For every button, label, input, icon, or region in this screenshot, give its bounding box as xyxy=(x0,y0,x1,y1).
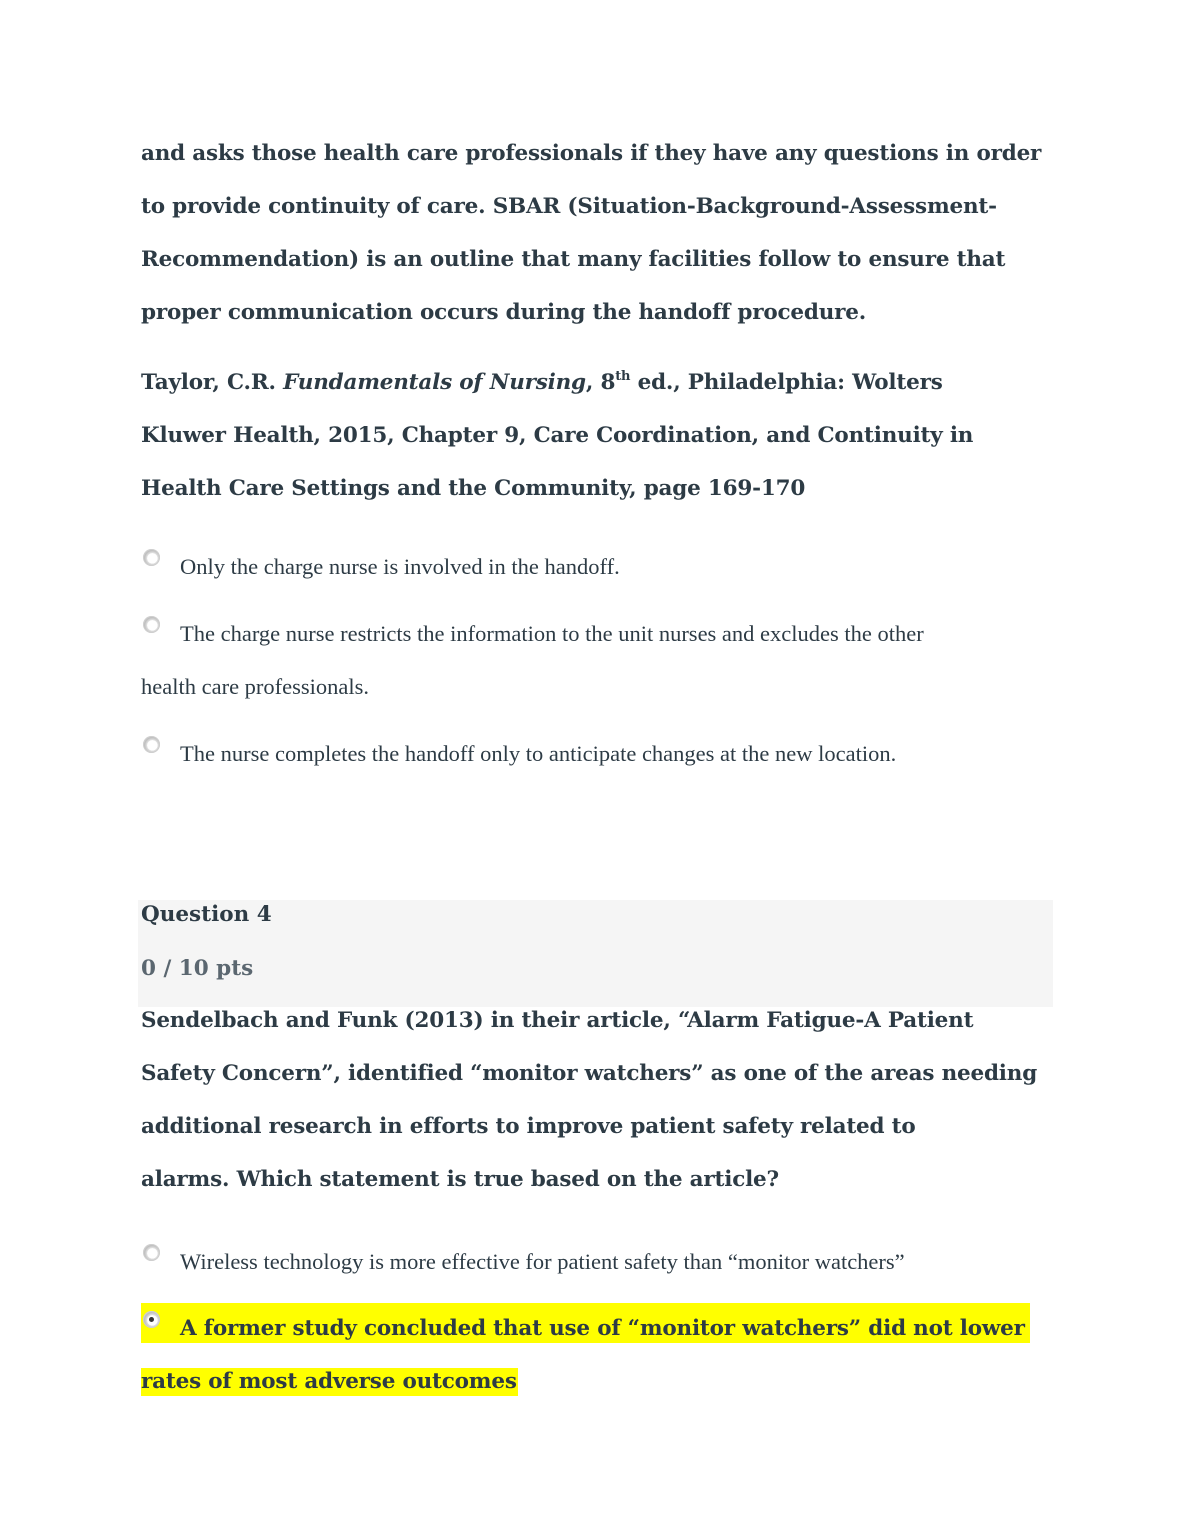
explanation-line: Recommendation) is an outline that many facilities follow to ensure that xyxy=(141,247,1006,272)
explanation-line: to provide continuity of care. SBAR (Situation-Background-Assessment- xyxy=(141,194,997,219)
reference-line-2: Kluwer Health, 2015, Chapter 9, Care Coordination, and Continuity in xyxy=(141,423,974,448)
answer-option-selected[interactable] xyxy=(141,1302,1025,1355)
answer-option-text: A former study concluded that use of “monitor watchers” did not lower xyxy=(180,1316,1025,1341)
radio-button[interactable] xyxy=(143,549,160,566)
answer-option-text: Only the charge nurse is involved in the handoff. xyxy=(180,554,620,579)
radio-button-checked[interactable] xyxy=(143,1311,160,1328)
radio-button[interactable] xyxy=(143,1244,160,1261)
radio-button[interactable] xyxy=(143,616,160,633)
explanation-line: and asks those health care professionals if they have any questions in order xyxy=(141,141,1042,166)
prompt-line: alarms. Which statement is true based on the article? xyxy=(141,1167,779,1192)
answer-option[interactable] xyxy=(141,727,896,780)
explanation-paragraph xyxy=(141,127,1041,339)
answer-option-continuation: health care professionals. xyxy=(141,674,370,699)
reference-line-1: Taylor, C.R. Fundamentals of Nursing, 8th ed., Philadelphia: Wolters xyxy=(141,368,943,395)
reference-line-3: Health Care Settings and the Community, page 169-170 xyxy=(141,476,806,501)
answer-option[interactable] xyxy=(141,540,620,593)
answer-option-text: The nurse completes the handoff only to anticipate changes at the new location. xyxy=(180,741,897,766)
answer-option-text: The charge nurse restricts the information to the unit nurses and excludes the other xyxy=(180,621,924,646)
question-header xyxy=(138,900,1053,1007)
prompt-line: additional research in efforts to improve patient safety related to xyxy=(141,1114,916,1139)
answer-option[interactable] xyxy=(141,1235,905,1288)
reference-citation xyxy=(141,356,973,515)
book-title: Fundamentals of Nursing xyxy=(283,370,586,395)
question-points: 0 / 10 pts xyxy=(141,956,254,981)
question-title: Question 4 xyxy=(141,902,272,927)
question-prompt xyxy=(141,994,1037,1206)
prompt-line: Safety Concern”, identified “monitor watchers” as one of the areas needing xyxy=(141,1061,1038,1086)
explanation-line: proper communication occurs during the handoff procedure. xyxy=(141,300,867,325)
answer-option[interactable] xyxy=(141,607,924,660)
answer-option-text: Wireless technology is more effective for patient safety than “monitor watchers” xyxy=(180,1249,905,1274)
radio-button[interactable] xyxy=(143,736,160,753)
prompt-line: Sendelbach and Funk (2013) in their article, “Alarm Fatigue-A Patient xyxy=(141,1008,974,1033)
answer-option-continuation: rates of most adverse outcomes xyxy=(141,1369,517,1394)
